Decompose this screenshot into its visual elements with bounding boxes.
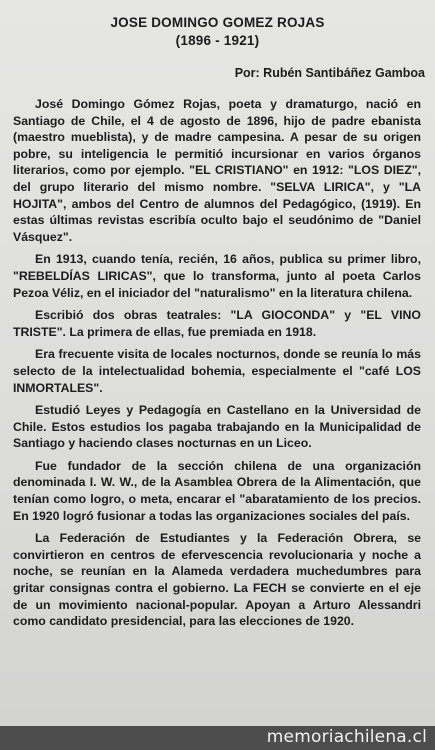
paragraph: Fue fundador de la sección chilena de una organización denominada I. W. W., de la Asamblea Obrera de la Alimentación, que tenían como logro, o meta, encarar el "abaratamiento de los precios. En 1920 logró fusionar a todas las organizaciones sociales del país.: [13, 458, 421, 523]
watermark-bar: [0, 726, 435, 750]
article-author: Por: Rubén Santibáñez Gamboa: [234, 66, 425, 80]
paragraph: En 1913, cuando tenía, recién, 16 años, publica su primer libro, "REBELDÍAS LIRICAS", que lo transforma, junto al poeta Carlos Pezoa Véliz, en el iniciador del "naturalismo" en la literatura chilena.: [13, 252, 421, 300]
site-watermark: memoriachilena.cl: [266, 727, 427, 747]
paragraph: La Federación de Estudiantes y la Federación Obrera, se convirtieron en centros de efervescencia revolucionaria y noche a noche, se reunían en la Alameda verdadera muchedumbres para gritar consignas contra el gobierno. La FECH se convierte en el eje de un movimiento nacional-popular. Apoyan a Arturo Alessandri como candidato presidencial, para las elecciones de 1920.: [13, 531, 421, 629]
paragraph: Era frecuente visita de locales nocturnos, donde se reunía lo más selecto de la intelectualidad bohemia, especialmente el "café LOS INMORTALES".: [13, 347, 421, 395]
article-title: JOSE DOMINGO GOMEZ ROJAS: [110, 15, 325, 30]
article-title-block: [0, 14, 435, 50]
paragraph: José Domingo Gómez Rojas, poeta y dramaturgo, nació en Santiago de Chile, el 4 de agosto de 1896, hijo de padre ebanista (maestro mueblista), y de madre campesina. A pesar de su origen pobre, su inteligencia le permitió incursionar en varios órganos literarios, como por ejemplo. "EL CRISTIANO" en 1912: "LOS DIEZ", del grupo literario del mismo nombre. "SELVA LIRICA", y "LA HOJITA", ambos del Centro de alumnos del Pedagógico, (1919). En estas últimas revistas escribía oculto bajo el seudónimo de "Daniel Vásquez".: [13, 97, 421, 244]
paragraph: Estudió Leyes y Pedagogía en Castellano en la Universidad de Chile. Estos estudios los pagaba trabajando en la Municipalidad de Santiago y haciendo clases nocturnas en un Liceo.: [13, 403, 421, 451]
article-body: [13, 96, 421, 636]
article-years: (1896 - 1921): [175, 33, 260, 48]
paragraph: Escribió dos obras teatrales: "LA GIOCONDA" y "EL VINO TRISTE". La primera de ellas, fue premiada en 1918.: [13, 308, 421, 339]
